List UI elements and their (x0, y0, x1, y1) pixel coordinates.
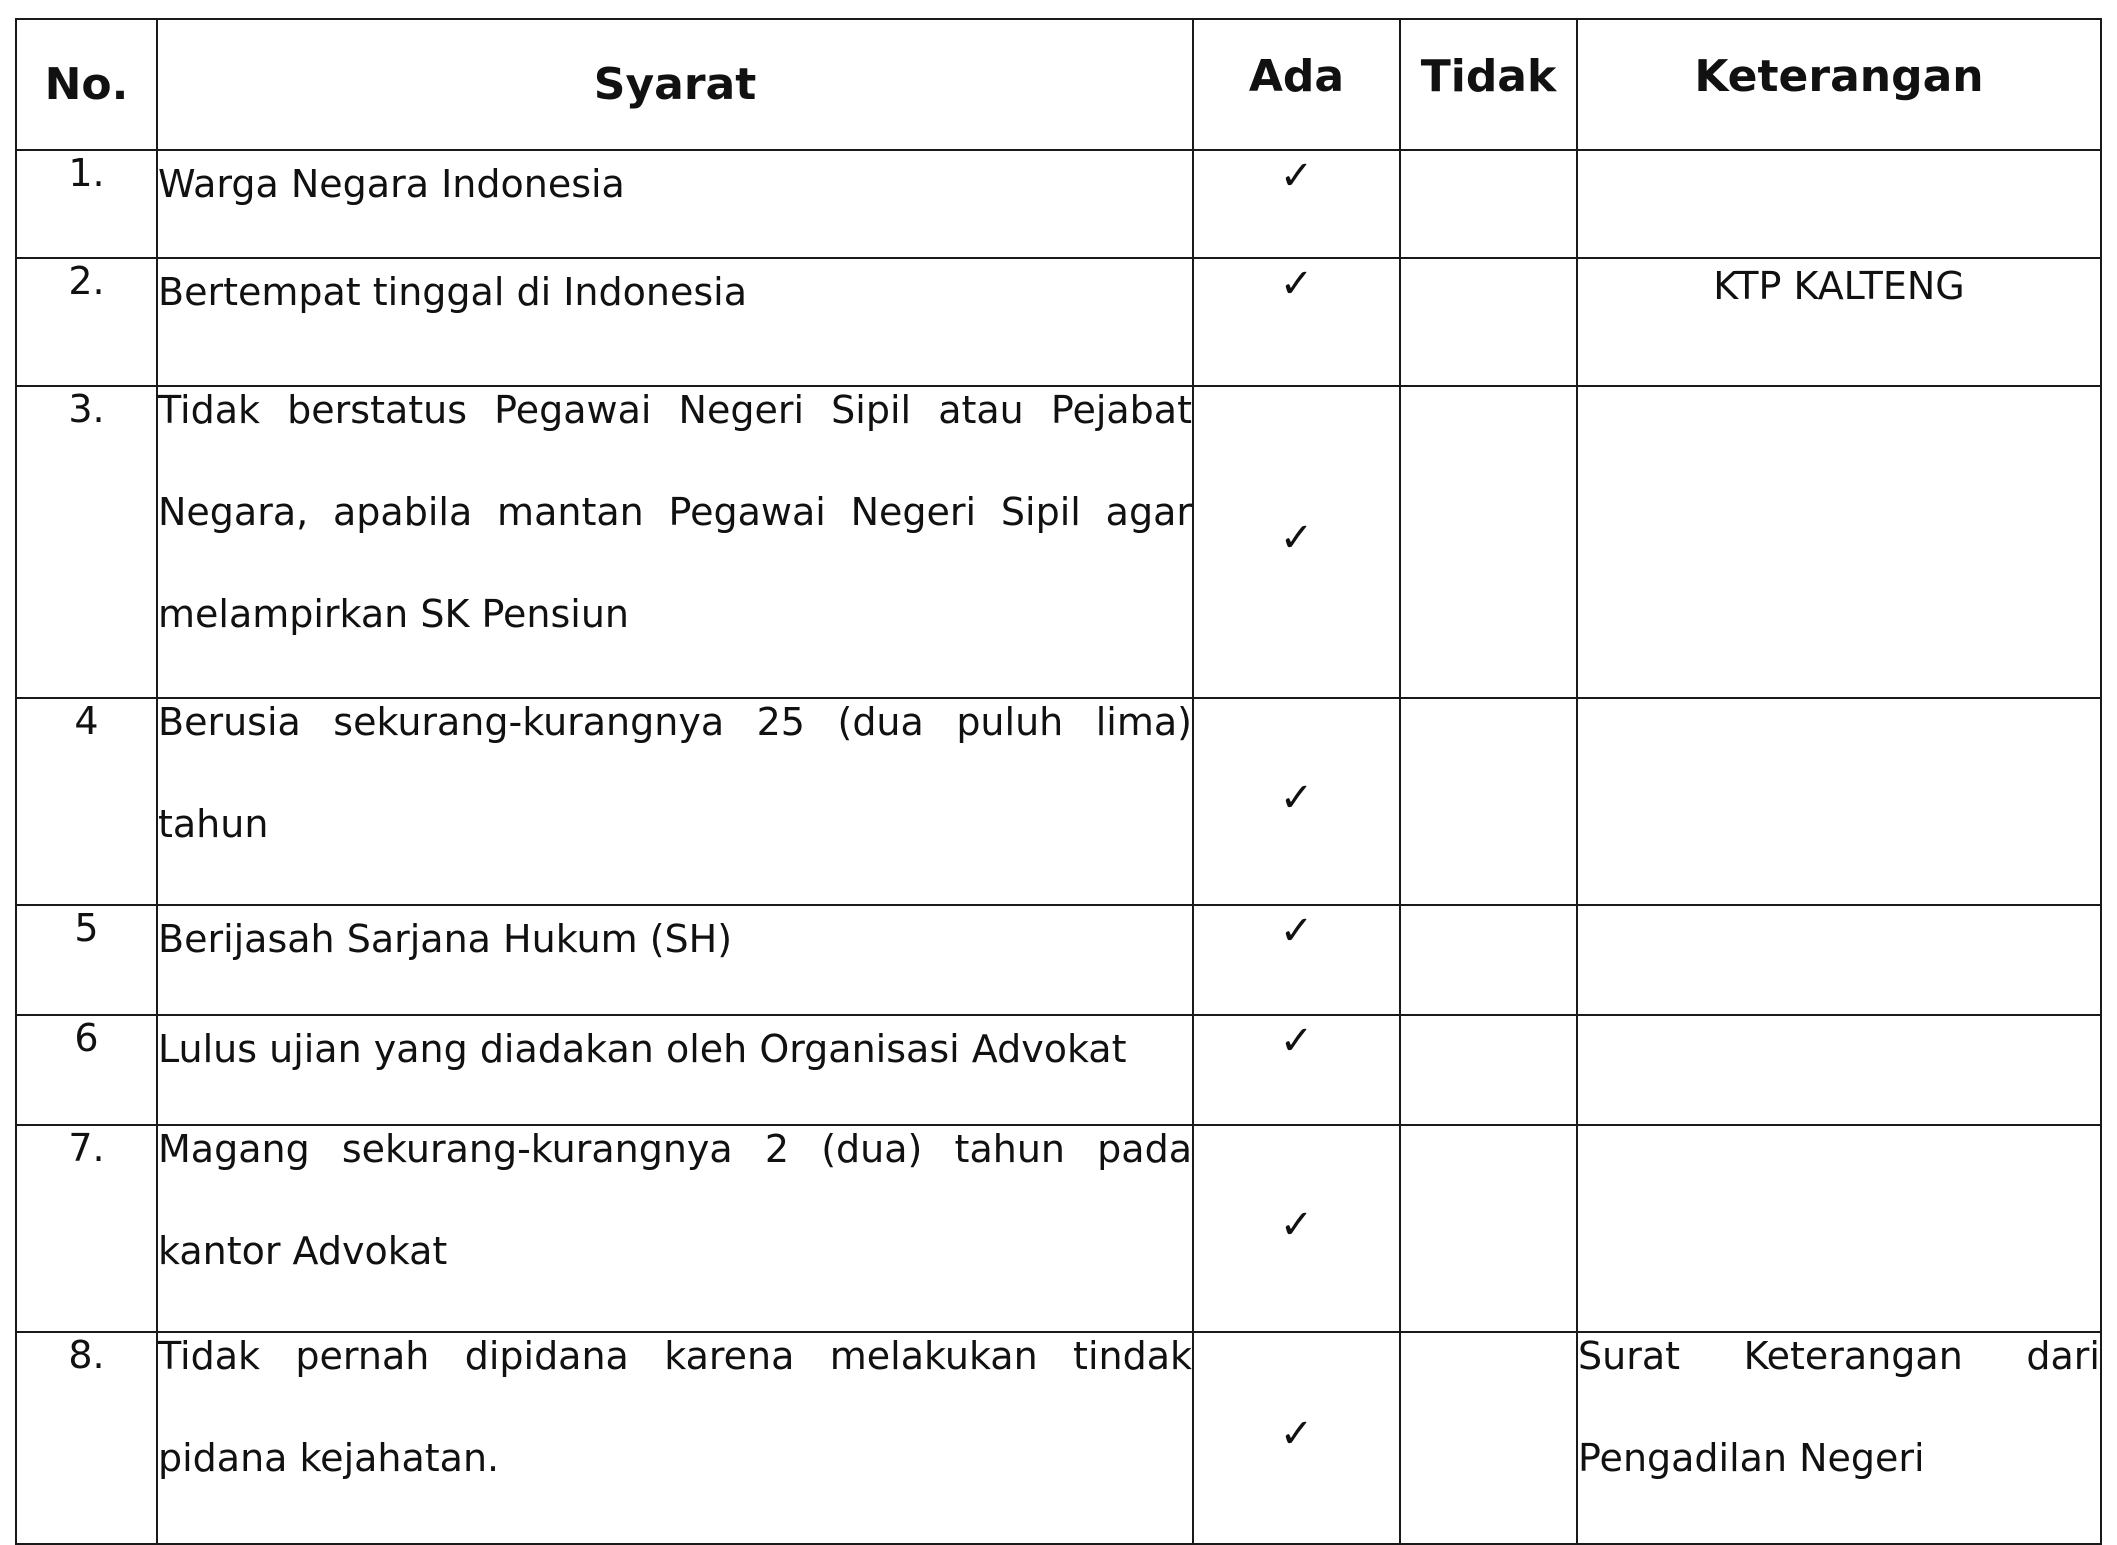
check-mark-icon: ✓ (1193, 150, 1400, 258)
keterangan-cell (1577, 386, 2101, 698)
keterangan-cell (1577, 1015, 2101, 1125)
table-header-row (16, 19, 2101, 150)
tidak-cell (1400, 386, 1577, 698)
tidak-cell (1400, 1332, 1577, 1544)
row-number: 3. (16, 386, 157, 698)
check-mark-icon: ✓ (1193, 1125, 1400, 1332)
tidak-cell (1400, 905, 1577, 1015)
check-mark-icon: ✓ (1193, 386, 1400, 698)
requirement-text: Magang sekurang-kurangnya 2 (dua) tahun pada kantor Advokat (157, 1125, 1193, 1332)
row-number: 2. (16, 258, 157, 386)
keterangan-cell (1577, 698, 2101, 905)
check-mark-icon: ✓ (1193, 258, 1400, 386)
requirement-text: Bertempat tinggal di Indonesia (157, 258, 1193, 386)
table-row (16, 1332, 2101, 1544)
keterangan-cell: KTP KALTENG (1577, 258, 2101, 386)
tidak-cell (1400, 150, 1577, 258)
keterangan-cell (1577, 905, 2101, 1015)
table-row (16, 386, 2101, 698)
requirement-text: Berusia sekurang-kurangnya 25 (dua puluh lima) tahun (157, 698, 1193, 905)
requirement-text: Tidak berstatus Pegawai Negeri Sipil atau Pejabat Negara, apabila mantan Pegawai Negeri Sipil agar melampirkan SK Pensiun (157, 386, 1193, 698)
table-row (16, 698, 2101, 905)
tidak-cell (1400, 1125, 1577, 1332)
tidak-cell (1400, 698, 1577, 905)
check-mark-icon: ✓ (1193, 1332, 1400, 1544)
check-mark-icon: ✓ (1193, 905, 1400, 1015)
check-mark-icon: ✓ (1193, 698, 1400, 905)
keterangan-cell (1577, 1125, 2101, 1332)
header-tidak: Tidak (1400, 19, 1577, 150)
requirement-text: Warga Negara Indonesia (157, 150, 1193, 258)
header-ada: Ada (1193, 19, 1400, 150)
table-row (16, 1125, 2101, 1332)
requirement-text: Lulus ujian yang diadakan oleh Organisasi Advokat (157, 1015, 1193, 1125)
check-mark-icon: ✓ (1193, 1015, 1400, 1125)
tidak-cell (1400, 1015, 1577, 1125)
keterangan-cell: Surat Keterangan dari Pengadilan Negeri (1577, 1332, 2101, 1544)
row-number: 1. (16, 150, 157, 258)
header-no: No. (16, 19, 157, 150)
requirements-table (15, 18, 2102, 1545)
header-syarat: Syarat (157, 19, 1193, 150)
requirement-text: Tidak pernah dipidana karena melakukan tindak pidana kejahatan. (157, 1332, 1193, 1544)
row-number: 4 (16, 698, 157, 905)
tidak-cell (1400, 258, 1577, 386)
row-number: 6 (16, 1015, 157, 1125)
row-number: 8. (16, 1332, 157, 1544)
row-number: 7. (16, 1125, 157, 1332)
header-keterangan: Keterangan (1577, 19, 2101, 150)
requirement-text: Berijasah Sarjana Hukum (SH) (157, 905, 1193, 1015)
row-number: 5 (16, 905, 157, 1015)
